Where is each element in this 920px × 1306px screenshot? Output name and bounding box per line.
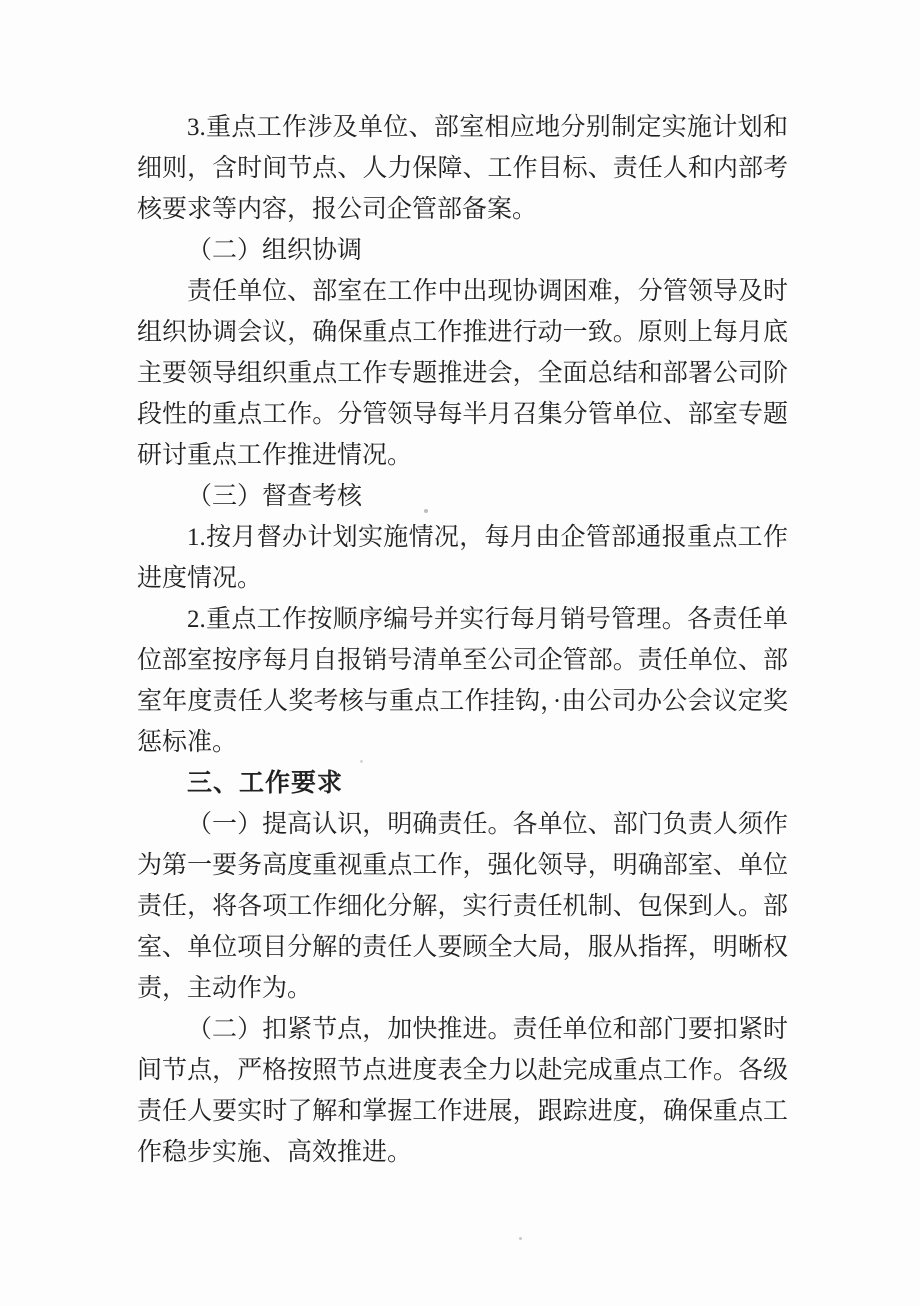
document-line: 核要求等内容，报公司企管部备案。 [137,196,538,223]
document-line: 间节点，严格按照节点进度表全力以赴完成重点工作。各级 [137,1057,788,1084]
document-line: 惩标准。 [137,729,238,756]
document-line: （二）扣紧节点，加快推进。责任单位和部门要扣紧时 [187,1016,788,1043]
document-line: 主要领导组织重点工作专题推进会，全面总结和部署公司阶 [137,360,788,387]
document-line: 1.按月督办计划实施情况，每月由企管部通报重点工作 [187,524,788,551]
document-line: 组织协调会议，确保重点工作推进行动一致。原则上每月底 [137,319,788,346]
document-line: （三）督查考核 [187,483,363,510]
document-line: 责任单位、部室在工作中出现协调困难，分管领导及时 [187,278,788,305]
document-line: 研讨重点工作推进情况。 [137,442,413,469]
document-line: 2.重点工作按顺序编号并实行每月销号管理。各责任单 [187,606,788,633]
document-line: 责任，将各项工作细化分解，实行责任机制、包保到人。部 [137,893,788,920]
section-heading: 三、工作要求 [187,769,344,797]
document-line: 作稳步实施、高效推进。 [137,1139,413,1166]
document-text-block [137,107,788,1173]
document-line: 3.重点工作涉及单位、部室相应地分别制定实施计划和 [187,114,788,141]
document-line: 为第一要务高度重视重点工作，强化领导，明确部室、单位 [137,852,788,879]
document-line: 室年度责任人奖考核与重点工作挂钩，·由公司办公会议定奖 [137,688,788,715]
document-line: 室、单位项目分解的责任人要顾全大局，服从指挥，明晰权 [137,934,788,961]
document-line: 责任人要实时了解和掌握工作进展，跟踪进度，确保重点工 [137,1098,788,1125]
document-line: 段性的重点工作。分管领导每半月召集分管单位、部室专题 [137,401,788,428]
scan-speck [519,1237,522,1240]
scan-speck [360,760,363,763]
document-line: 位部室按序每月自报销号清单至公司企管部。责任单位、部 [137,647,788,674]
document-line: （一）提高认识，明确责任。各单位、部门负责人须作 [187,811,788,838]
document-line: 进度情况。 [137,565,263,592]
document-line: 责，主动作为。 [137,975,313,1002]
document-line: （二）组织协调 [187,237,363,264]
document-line: 细则，含时间节点、人力保障、工作目标、责任人和内部考 [137,155,788,182]
scan-speck [424,509,428,513]
